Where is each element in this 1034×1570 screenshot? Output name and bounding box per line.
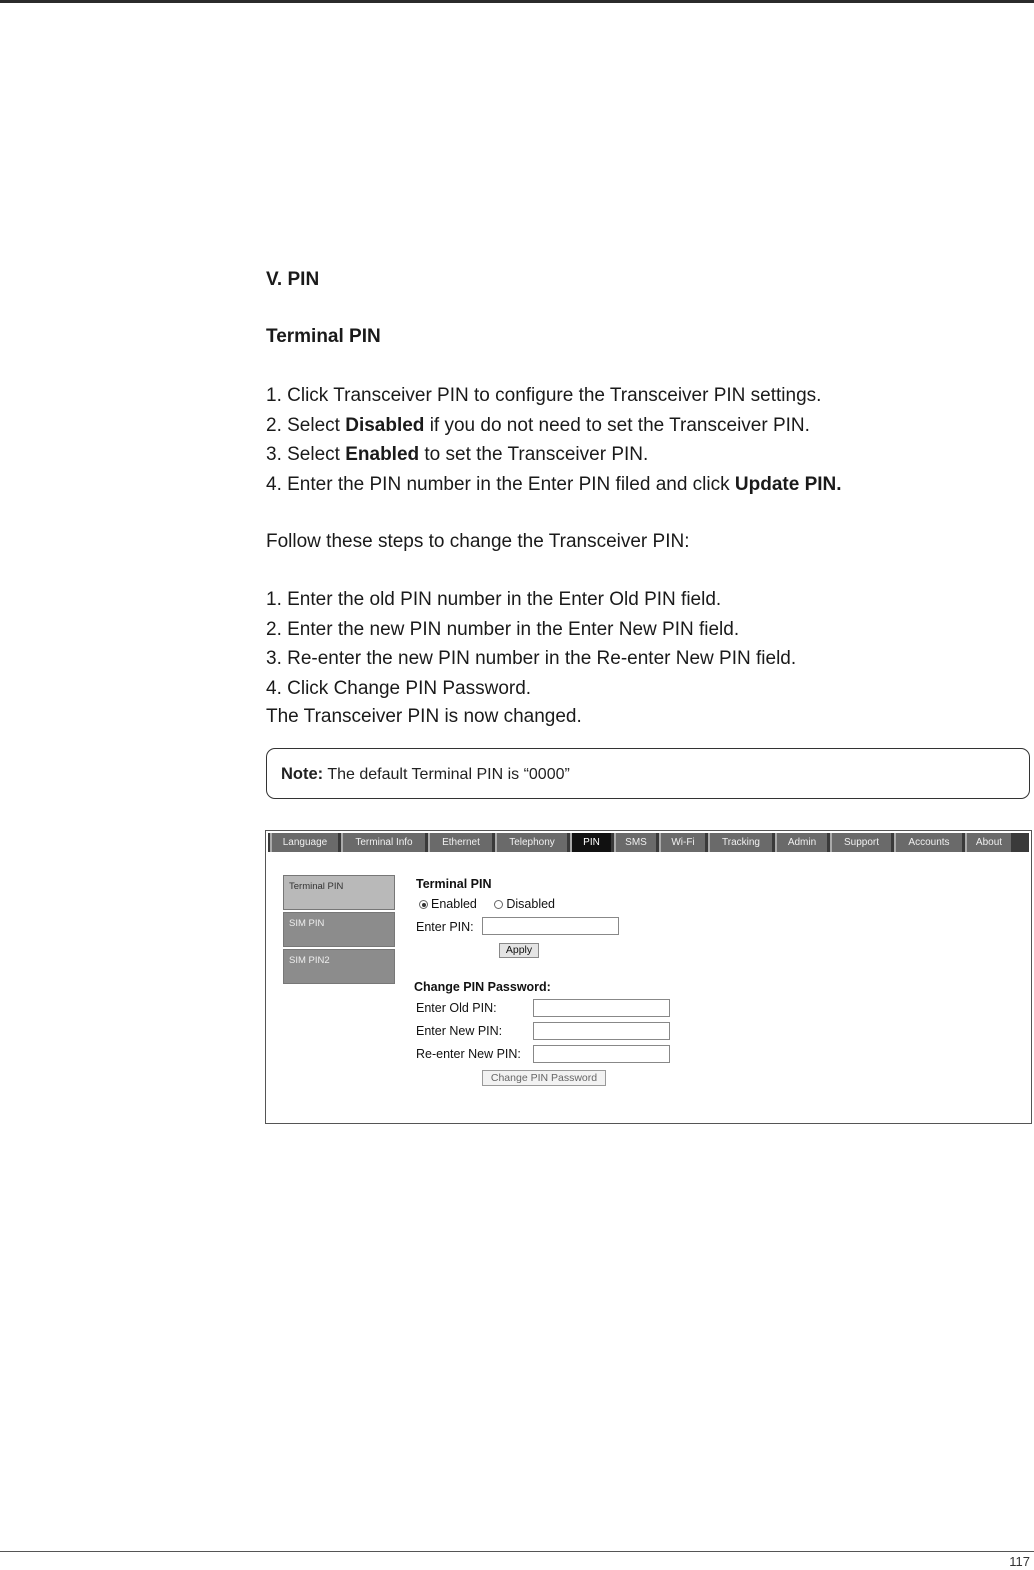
note-label: Note: — [281, 765, 324, 783]
after-text: The Transceiver PIN is now changed. — [266, 706, 582, 727]
pin-sidebar — [283, 875, 395, 986]
sidebar-item-sim-pin[interactable]: SIM PIN — [283, 912, 395, 947]
subsection-title: Terminal PIN — [266, 326, 381, 347]
reenter-pin-label: Re-enter New PIN: — [416, 1047, 521, 1061]
pin-mode-radios — [419, 897, 569, 911]
tab-bar — [268, 833, 1029, 852]
section-title: V. PIN — [266, 269, 320, 290]
disabled-radio-label: Disabled — [506, 897, 555, 911]
change-steps-list — [266, 585, 796, 703]
top-rule — [0, 0, 1034, 3]
sidebar-item-terminal-pin[interactable]: Terminal PIN — [283, 875, 395, 910]
old-pin-input[interactable] — [533, 999, 670, 1017]
tab-sms[interactable]: SMS — [614, 833, 656, 852]
tab-terminal-info[interactable]: Terminal Info — [341, 833, 425, 852]
change-pin-title: Change PIN Password: — [414, 980, 551, 994]
enter-pin-label: Enter PIN: — [416, 920, 474, 934]
pin-settings-screenshot — [265, 830, 1032, 1124]
change-intro: Follow these steps to change the Transceiver PIN: — [266, 531, 690, 552]
new-pin-input[interactable] — [533, 1022, 670, 1040]
list-item: 3. Select Enabled to set the Transceiver PIN. — [266, 444, 649, 465]
list-item: 3. Re-enter the new PIN number in the Re-enter New PIN field. — [266, 648, 797, 669]
page-number: 117 — [1009, 1554, 1030, 1569]
tab-accounts[interactable]: Accounts — [894, 833, 962, 852]
list-item: 2. Enter the new PIN number in the Enter New PIN field. — [266, 618, 740, 640]
list-item: 4. Click Change PIN Password. — [266, 677, 532, 699]
enabled-radio-label: Enabled — [431, 897, 477, 911]
list-item: 4. Enter the PIN number in the Enter PIN filed and click Update PIN. — [266, 473, 842, 495]
document-body — [266, 266, 1026, 727]
new-pin-label: Enter New PIN: — [416, 1024, 503, 1038]
list-item: 2. Select Disabled if you do not need to set the Transceiver PIN. — [266, 414, 810, 436]
tab-tracking[interactable]: Tracking — [708, 833, 772, 852]
sidebar-item-sim-pin2[interactable]: SIM PIN2 — [283, 949, 395, 984]
old-pin-label: Enter Old PIN: — [416, 1001, 497, 1015]
tab-language[interactable]: Language — [270, 833, 338, 852]
tab-wifi[interactable]: Wi-Fi — [659, 833, 705, 852]
tab-telephony[interactable]: Telephony — [495, 833, 567, 852]
enter-pin-input[interactable] — [482, 917, 619, 935]
tab-pin[interactable]: PIN — [570, 833, 611, 852]
enable-steps-list — [266, 381, 842, 499]
note-box — [266, 748, 1030, 799]
terminal-pin-title: Terminal PIN — [416, 877, 492, 891]
enabled-radio[interactable] — [419, 900, 428, 909]
note-text: The default Terminal PIN is “0000” — [323, 766, 570, 783]
disabled-radio[interactable] — [494, 900, 503, 909]
tab-about[interactable]: About — [965, 833, 1011, 852]
apply-button[interactable]: Apply — [499, 943, 539, 958]
tab-admin[interactable]: Admin — [775, 833, 827, 852]
reenter-pin-input[interactable] — [533, 1045, 670, 1063]
tab-ethernet[interactable]: Ethernet — [428, 833, 492, 852]
list-item: 1. Click Transceiver PIN to configure the Transceiver PIN settings. — [266, 385, 822, 406]
change-pin-password-button[interactable]: Change PIN Password — [482, 1070, 606, 1086]
bottom-rule — [0, 1551, 1034, 1552]
tab-support[interactable]: Support — [830, 833, 891, 852]
list-item: 1. Enter the old PIN number in the Enter Old PIN field. — [266, 589, 722, 610]
